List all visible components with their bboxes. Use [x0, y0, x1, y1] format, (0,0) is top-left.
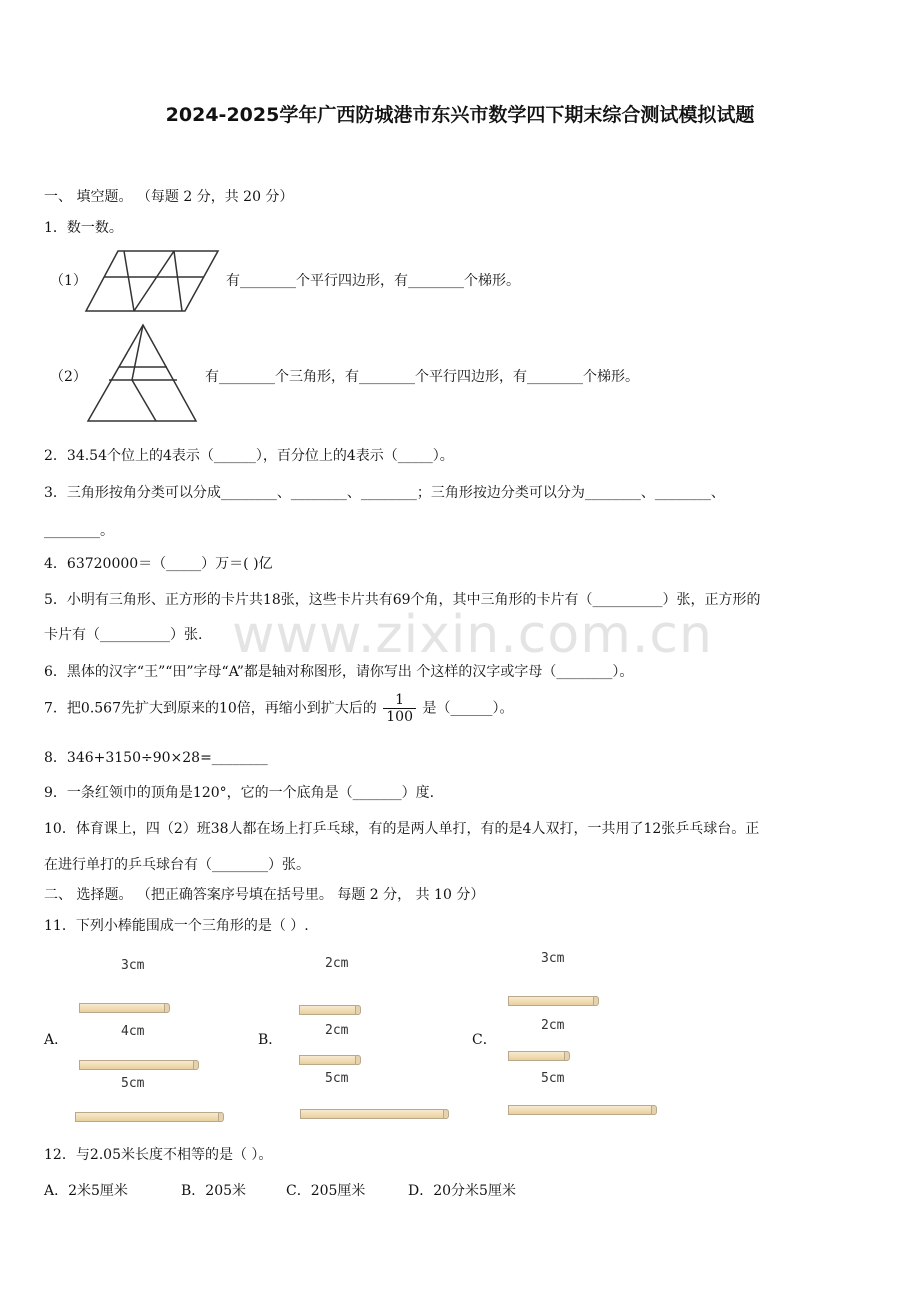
option-c-stick-2 — [508, 1051, 568, 1061]
option-a-length-2: 4cm — [121, 1024, 145, 1039]
question-12-option-b[interactable]: B．205米 — [181, 1183, 247, 1199]
option-c-length-2: 2cm — [541, 1018, 565, 1033]
option-a-stick-3 — [75, 1112, 222, 1122]
question-5-line1: 5．小明有三角形、正方形的卡片共18张，这些卡片共有69个角，其中三角形的卡片有（__________）张，正方形的 — [44, 592, 761, 608]
option-b-stick-3 — [300, 1109, 447, 1119]
parallelogram-figure — [84, 246, 224, 316]
question-10-line2: 在进行单打的乒乓球台有（________）张。 — [44, 857, 310, 873]
question-1-part2-text: 有________个三角形，有________个平行四边形，有________个梯形。 — [205, 369, 639, 385]
option-a-stick-2 — [79, 1060, 197, 1070]
question-4: 4．63720000＝（_____）万＝( )亿 — [44, 556, 273, 572]
page-title: 2024-2025学年广西防城港市东兴市数学四下期末综合测试模拟试题 — [165, 104, 755, 126]
option-a-stick-1 — [79, 1003, 168, 1013]
question-12-option-c[interactable]: C．205厘米 — [286, 1183, 366, 1199]
question-10-line1: 10．体育课上，四（2）班38人都在场上打乒乓球，有的是两人单打，有的是4人双打，一共用了12张乒乓球台。正 — [44, 821, 760, 837]
option-b-length-2: 2cm — [325, 1023, 349, 1038]
question-12-stem: 12．与2.05米长度不相等的是（ ）。 — [44, 1147, 273, 1163]
question-1-stem: 1．数一数。 — [44, 220, 123, 236]
question-7-after: 是（______）。 — [422, 700, 514, 717]
question-11-stem: 11．下列小棒能围成一个三角形的是（ ）. — [44, 918, 309, 934]
option-a-length-1: 3cm — [121, 958, 145, 973]
option-b-label[interactable]: B． — [258, 1032, 283, 1048]
question-3-line2: ________。 — [44, 523, 114, 539]
option-a-label[interactable]: A． — [44, 1032, 69, 1048]
watermark: www.zixin.com.cn — [232, 605, 713, 665]
question-5-line2: 卡片有（__________）张. — [44, 627, 203, 643]
option-b-length-3: 5cm — [325, 1071, 349, 1086]
section-2-heading: 二、 选择题。 （把正确答案序号填在括号里。 每题 2 分， 共 10 分） — [44, 887, 485, 903]
fraction — [383, 692, 416, 725]
question-8: 8．346+3150÷90×28=________ — [44, 750, 268, 766]
question-12-option-a[interactable]: A．2米5厘米 — [44, 1183, 128, 1199]
question-1-part1-label: （1） — [50, 273, 87, 289]
option-b-stick-2 — [299, 1055, 359, 1065]
section-1-heading: 一、 填空题。 （每题 2 分，共 20 分） — [44, 189, 294, 205]
fraction-numerator: 1 — [383, 692, 416, 709]
question-9: 9．一条红领巾的顶角是120°，它的一个底角是（_______）度. — [44, 785, 435, 801]
option-c-length-1: 3cm — [541, 951, 565, 966]
question-1-part2-label: （2） — [50, 369, 87, 385]
question-12-option-d[interactable]: D．20分米5厘米 — [408, 1183, 516, 1199]
question-2: 2．34.54个位上的4表示（______），百分位上的4表示（_____）。 — [44, 448, 454, 464]
option-c-length-3: 5cm — [541, 1071, 565, 1086]
fraction-denominator: 100 — [386, 709, 413, 725]
option-b-length-1: 2cm — [325, 956, 349, 971]
option-a-length-3: 5cm — [121, 1076, 145, 1091]
option-b-stick-1 — [299, 1005, 359, 1015]
option-c-stick-1 — [508, 996, 597, 1006]
option-c-label[interactable]: C． — [472, 1032, 497, 1048]
question-6: 6．黑体的汉字“王”“田”字母“A”都是轴对称图形，请你写出 个这样的汉字或字母（________）。 — [44, 664, 634, 680]
question-7-before: 7．把0.567先扩大到原来的10倍，再缩小到扩大后的 — [44, 700, 377, 717]
question-3-line1: 3．三角形按角分类可以分成________、________、________；三角形按边分类可以分为________、________、 — [44, 485, 725, 501]
question-1-part1-text: 有________个平行四边形，有________个梯形。 — [226, 273, 520, 289]
option-c-stick-3 — [508, 1105, 655, 1115]
question-7 — [44, 692, 513, 725]
triangle-figure — [84, 322, 200, 424]
